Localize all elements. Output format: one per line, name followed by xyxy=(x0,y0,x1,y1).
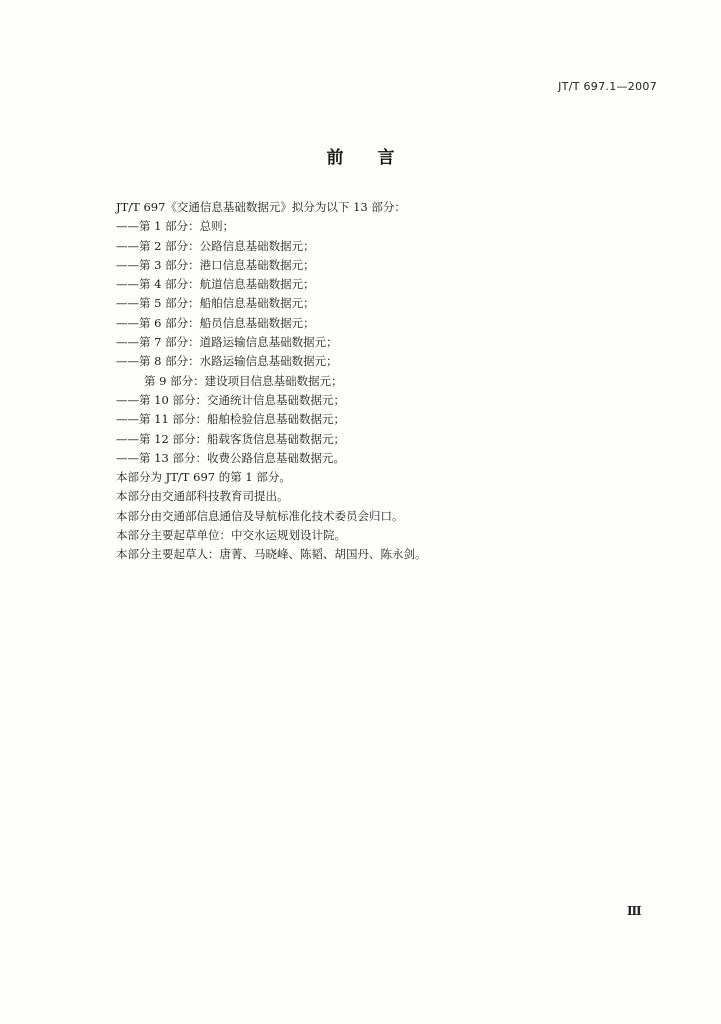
part-item: ——第 1 部分：总则； xyxy=(116,219,235,234)
part-item: ——第 10 部分：交通统计信息基础数据元； xyxy=(116,392,345,407)
statement-line: 本部分由交通部信息通信及导航标准化技术委员会归口。 xyxy=(116,508,404,523)
statement-line: 本部分为 JT/T 697 的第 1 部分。 xyxy=(116,470,291,485)
intro-line: JT/T 697《交通信息基础数据元》拟分为以下 13 部分： xyxy=(116,200,406,214)
part-item: ——第 3 部分：港口信息基础数据元； xyxy=(116,257,315,272)
statement-line: 本部分主要起草人：唐菁、马晓峰、陈韬、胡国丹、陈永剑。 xyxy=(116,547,427,562)
part-item: ——第 2 部分：公路信息基础数据元； xyxy=(116,238,315,253)
part-item: 第 9 部分：建设项目信息基础数据元； xyxy=(144,373,343,388)
part-item: ——第 8 部分：水路运输信息基础数据元； xyxy=(116,354,338,369)
foreword-body xyxy=(116,198,636,565)
page-title xyxy=(0,143,721,168)
part-item: ——第 6 部分：船员信息基础数据元； xyxy=(116,315,315,330)
part-item: ——第 5 部分：船舶信息基础数据元； xyxy=(116,296,315,311)
part-item: ——第 4 部分：航道信息基础数据元； xyxy=(116,277,315,292)
part-item: ——第 12 部分：船载客货信息基础数据元； xyxy=(116,431,345,446)
statement-line: 本部分主要起草单位：中交水运规划设计院。 xyxy=(116,528,346,543)
title-char-2: 言 xyxy=(377,148,395,168)
statement-line: 本部分由交通部科技教育司提出。 xyxy=(116,489,289,504)
title-char-1: 前 xyxy=(326,148,344,168)
part-item: ——第 11 部分：船舶检验信息基础数据元； xyxy=(116,412,345,427)
standard-code: JT/T 697.1—2007 xyxy=(558,80,657,93)
page-number: Ⅲ xyxy=(627,904,642,918)
part-item: ——第 13 部分：收费公路信息基础数据元。 xyxy=(116,450,345,465)
part-item: ——第 7 部分：道路运输信息基础数据元； xyxy=(116,335,338,350)
